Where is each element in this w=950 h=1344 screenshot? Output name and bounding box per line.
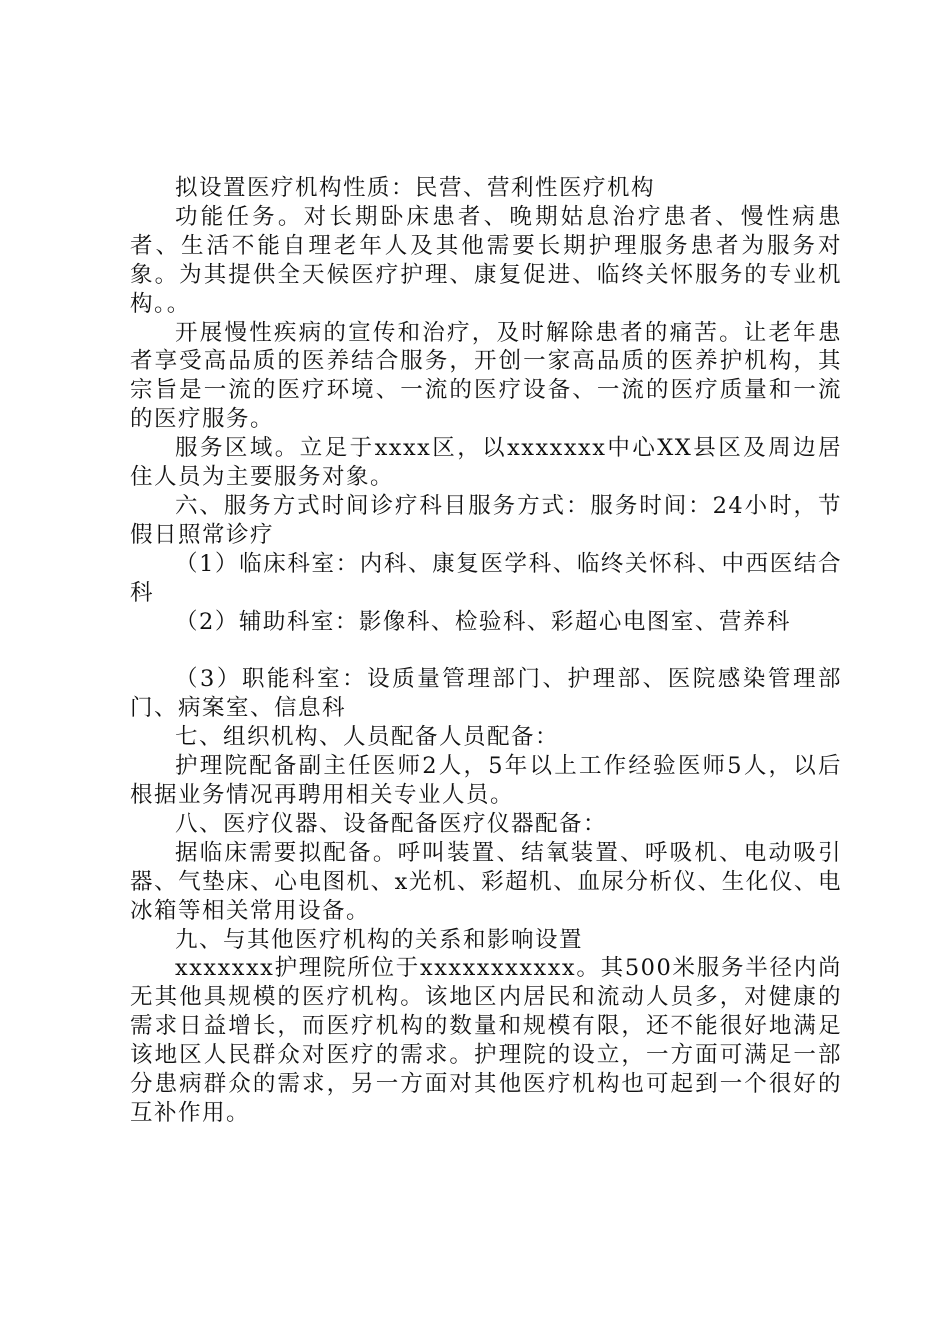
paragraph-auxiliary-dept: （2）辅助科室：影像科、检验科、彩超心电图室、营养科 [175, 608, 791, 635]
paragraph-equipment-heading: 八、医疗仪器、设备配备医疗仪器配备： [175, 810, 608, 837]
paragraph-functional-dept: （3）职能科室：设质量管理部门、护理部、医院感染管理部门、病案室、信息科 [130, 666, 842, 722]
paragraph-service-area: 服务区域。立足于xxxx区，以xxxxxxx中心XX县区及周边居住人员为主要服务对象。 [130, 435, 842, 491]
paragraph-equipment: 据临床需要拟配备。呼叫装置、结氧装置、呼吸机、电动吸引器、气垫床、心电图机、x光机、彩超机、血尿分析仪、生化仪、电冰箱等相关常用设备。 [130, 839, 842, 924]
paragraph-relations-heading: 九、与其他医疗机构的关系和影响设置 [175, 926, 584, 953]
paragraph-blank [130, 637, 842, 666]
paragraph-nature: 拟设置医疗机构性质：民营、营利性医疗机构 [175, 175, 656, 201]
paragraph-organization-heading: 七、组织机构、人员配备人员配备： [175, 724, 560, 751]
paragraph-clinical-dept: （1）临床科室：内科、康复医学科、临终关怀科、中西医结合科 [130, 550, 842, 606]
paragraph-function: 功能任务。对长期卧床患者、晚期姑息治疗患者、慢性病患者、生活不能自理老年人及其他需要长期护理服务患者为服务对象。为其提供全天候医疗护理、康复促进、临终关怀服务的专业机构。。 [130, 203, 842, 317]
paragraph-chronic-disease: 开展慢性疾病的宣传和治疗，及时解除患者的痛苦。让老年患者享受高品质的医养结合服务，开创一家高品质的医养护机构，其宗旨是一流的医疗环境、一流的医疗设备、一流的医疗质量和一流的医疗服务。 [130, 319, 842, 433]
paragraph-staffing: 护理院配备副主任医师2人，5年以上工作经验医师5人，以后根据业务情况再聘用相关专业人员。 [130, 753, 842, 809]
paragraph-service-mode: 六、服务方式时间诊疗科目服务方式：服务时间：24小时，节假日照常诊疗 [130, 492, 842, 548]
document-body [130, 174, 842, 1128]
paragraph-relations: xxxxxxx护理院所位于xxxxxxxxxxx。其500米服务半径内尚无其他具规模的医疗机构。该地区内居民和流动人员多，对健康的需求日益增长，而医疗机构的数量和规模有限，还不能很好地满足该地区人民群众对医疗的需求。护理院的设立，一方面可满足一部分患病群众的需求，另一方面对其他医疗机构也可起到一个很好的互补作用。 [130, 955, 842, 1126]
